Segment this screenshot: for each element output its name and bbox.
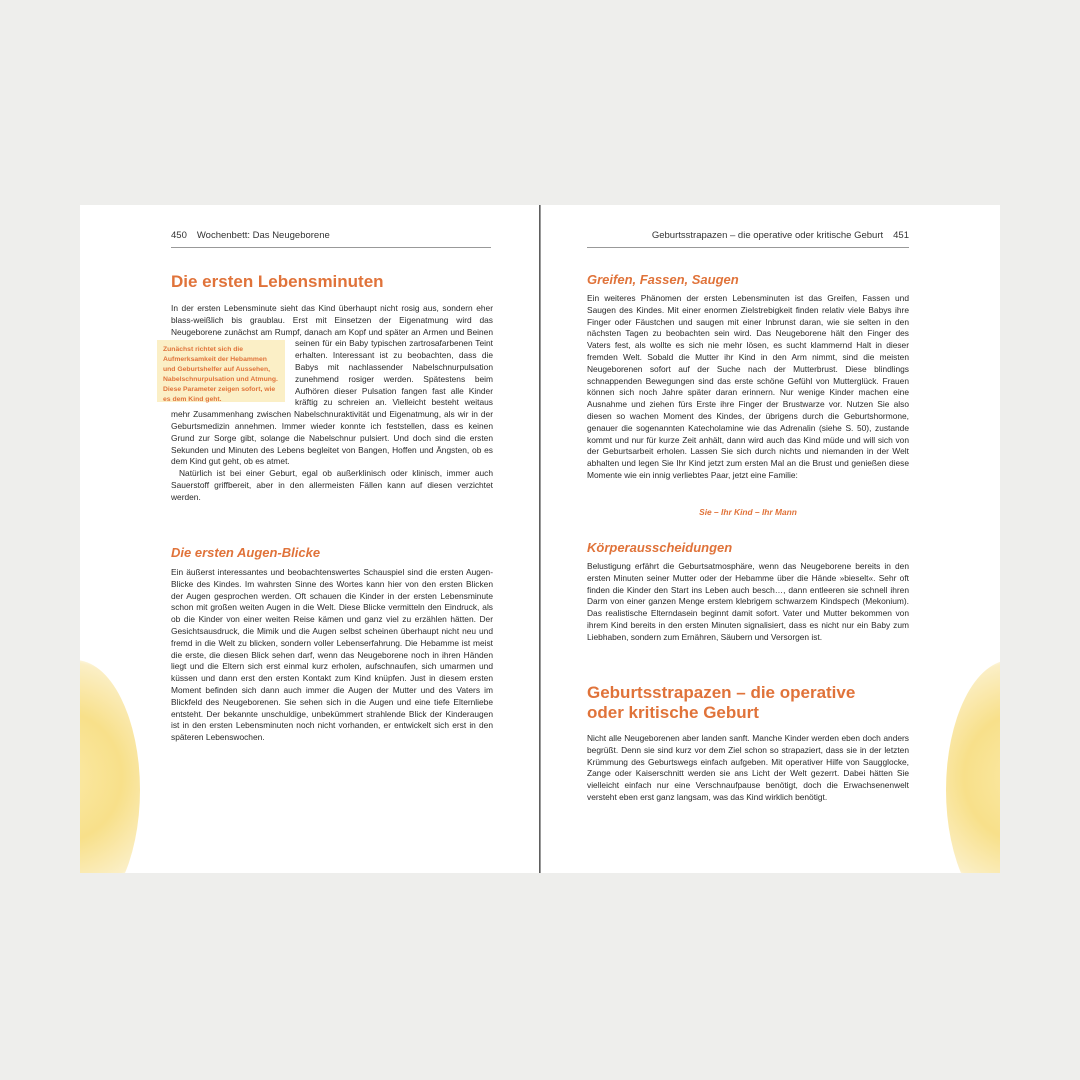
section-body [163, 303, 493, 504]
motto-line: Sie – Ihr Kind – Ihr Mann [699, 507, 797, 517]
paragraph: Ein weiteres Phänomen der ersten Lebensminuten ist das Greifen, Fassen und Saugen des Kindes. Mit einer enormen Zielstrebigkeit finden relativ viele Babys ihre Finger oder Fäustchen und saugen mit einer Inbrunst daran, wie sie selten in den nächsten Tagen zu beobachten sein wird. Das Neugeborene hält den Finger des Vaters fest, als wollte es sich nie mehr lösen, es sucht klammernd Halt in dieser fremden Welt. Sobald die Mutter ihr Kind in den Arm nimmt, sind die meisten Neugeborenen sofort auf der Suche nach der Mutterbrust. Diese blindlings schnappenden Bewegungen sind das erste schöne Gefühl von Mutterglück. Frauen können sich noch Jahre später daran erinnern. Nur wenige Kinder machen eine Ausnahme und ziehen fürs Erste ihre Finger der Brustwarze vor. Nutzen Sie also diesen so wachen Moment des Kindes, der übrigens durch die Geburtshormone, genauer die sogenannten Katecholamine wie das Adrenalin (siehe S. 50), zustande kommt und nur für kurze Zeit anhält, dann wird auch das Kind müde und will sich von der Geburtsarbeit erholen. Lassen Sie sich durch nichts und niemanden in der Welt abhalten und legen Sie Ihr Kind jetzt zum ersten Mal an die Brust und genießen diese Momente wie ein innig verliebtes Paar, jetzt eine Familie: [587, 293, 909, 480]
section-body [587, 561, 909, 644]
page-number: 450 [171, 230, 187, 241]
running-head-right [587, 230, 909, 248]
running-title: Wochenbett: Das Neugeborene [196, 230, 330, 241]
section-heading: Die ersten Augen-Blicke [171, 545, 321, 560]
running-head-left [171, 230, 491, 248]
left-page [80, 205, 540, 873]
running-title: Geburtsstrapazen – die operative oder kritische Geburt [651, 230, 884, 241]
section-heading: Greifen, Fassen, Saugen [587, 272, 739, 287]
section-heading: Geburtsstrapazen – die operative oder kritische Geburt [587, 683, 856, 722]
paragraph: Natürlich ist bei einer Geburt, egal ob außerklinisch oder klinisch, immer auch Sauerstoff griffbereit, aber in den allermeisten Fällen kann auf diesen verzichtet werden. [171, 468, 493, 502]
right-page [541, 205, 1000, 873]
paragraph: Ein äußerst interessantes und beobachtenswertes Schauspiel sind die ersten Augen-Blicke des Kindes. Im wahrsten Sinne des Wortes kann hier von den ersten Blicken der Augen gesprochen werden. Oft schauen die Kinder in der ersten Lebensminute schon mit großen weiten Augen in die Welt. Diese Blicke vermitteln den Eindruck, als ob die Kinder von einer weiten Reise kämen und ganz viel zu erzählen hätten. Der Gesichtsausdruck, die Mimik und die Augen selbst scheinen überhaupt nicht neu und fremd in die Welt zu blicken, sondern voller Lebenserfahrung. Die Hebamme ist meist die erste, die diesen Blick sehen darf, wenn das Neugeborene noch in ihren Händen liegt und die Eltern sich erst einmal kurz erholen, aufschnaufen, sich umarmen und küssen und dann erst den ersten Kontakt zum Kind knüpfen. Just in diesem ersten Moment befinden sich dann auch immer die Augen der Mutter und des Vaters im Blickfeld des Neugeborenen. Sie sehen sich in die Augen und eine tiefe Elternliebe entsteht. Der bekannte unschuldige, unbekümmert strahlende Blick der Kinderaugen ist in den ersten Lebensminuten noch nicht vorhanden, er entwickelt sich erst in den späteren Lebenswochen. [171, 567, 493, 743]
watercolor-decoration [946, 660, 1000, 873]
paragraph: Armen und Beinen seinen für ein Baby typischen zartrosafarbenen Teint erhalten. Interessant ist zu beobachten, dass die Babys mit nachlassender Nabelschnurpulsation zunehmend rosiger werden. Spätestens beim Aufhören dieser Pulsation fangen fast alle Kinder kräftig zu schreien an. Vielleicht besteht weitaus mehr Zusammenhang zwischen Nabelschnuraktivität und Eigenatmung, als wir in der Geburtsmedizin annehmen. Immer wieder konnte ich feststellen, dass es keinen Grund zur Sorge gibt, solange die Nabelschnur pulsiert. Und doch sind die ersten Sekunden und Minuten des Lebens begleitet von Bangen, Hoffen und Ängsten, ob es dem Kind gut geht, ob es atmet. [171, 326, 493, 467]
watercolor-decoration [80, 660, 140, 873]
paragraph: Nicht alle Neugeborenen aber landen sanft. Manche Kinder werden eben doch anders begrüßt. Denn sie sind kurz vor dem Ziel schon so strapaziert, dass sie in der letzten Krümmung des Geburtswegs einfach aufgeben. Mit operativer Hilfe von Saugglocke, Zange oder Kaiserschnitt werden sie ans Licht der Welt gezerrt. Dabei hätten Sie vielleicht einfach nur eine Verschnaufpause benötigt, doch die Erwachsenenwelt versteht eben erst ganz langsam, was das Kind wirklich benötigt. [587, 733, 909, 802]
page-number: 451 [893, 230, 909, 241]
section-heading: Die ersten Lebensminuten [171, 272, 384, 291]
paragraph: Belustigung erfährt die Geburtsatmosphäre, wenn das Neugeborene bereits in den ersten Minuten seiner Mutter oder der Hebamme über die Hände »bieselt«. Sehr oft finden die Kinder den Start ins Leben auch besch…, dann entleeren sie schnell ihren Darm von einer ganzen Menge erstem klebrigem schwarzem Kindspech (Mekonium). Das realistische Elterndasein beginnt damit sofort. Vater und Mutter bekommen von ihrem Kind bereits in den ersten Minuten signalisiert, dass es nicht nur ein Baby zum Liebhaben, sondern zum Ernähren, Säubern und Versorgen ist. [587, 561, 909, 642]
section-body [587, 293, 909, 482]
section-body [587, 733, 909, 804]
sidenote: Zunächst richtet sich die Aufmerksamkeit der Hebammen und Geburtshelfer auf Aussehen, Nabelschnurpulsation und Atmung. Diese Parameter zeigen sofort, wie es dem Kind geht. [157, 340, 285, 402]
section-body [171, 567, 493, 744]
section-heading: Körperausscheidungen [587, 540, 733, 555]
book-spread [80, 205, 1000, 873]
paragraph: In der ersten Lebensminute sieht das Kind überhaupt nicht rosig aus, sondern eher blass-weißlich bis graublau. Erst mit Einsetzen der Eigenatmung wird das Neugeborene zunächst am Rumpf, danach am Kopf und später an [171, 303, 493, 337]
